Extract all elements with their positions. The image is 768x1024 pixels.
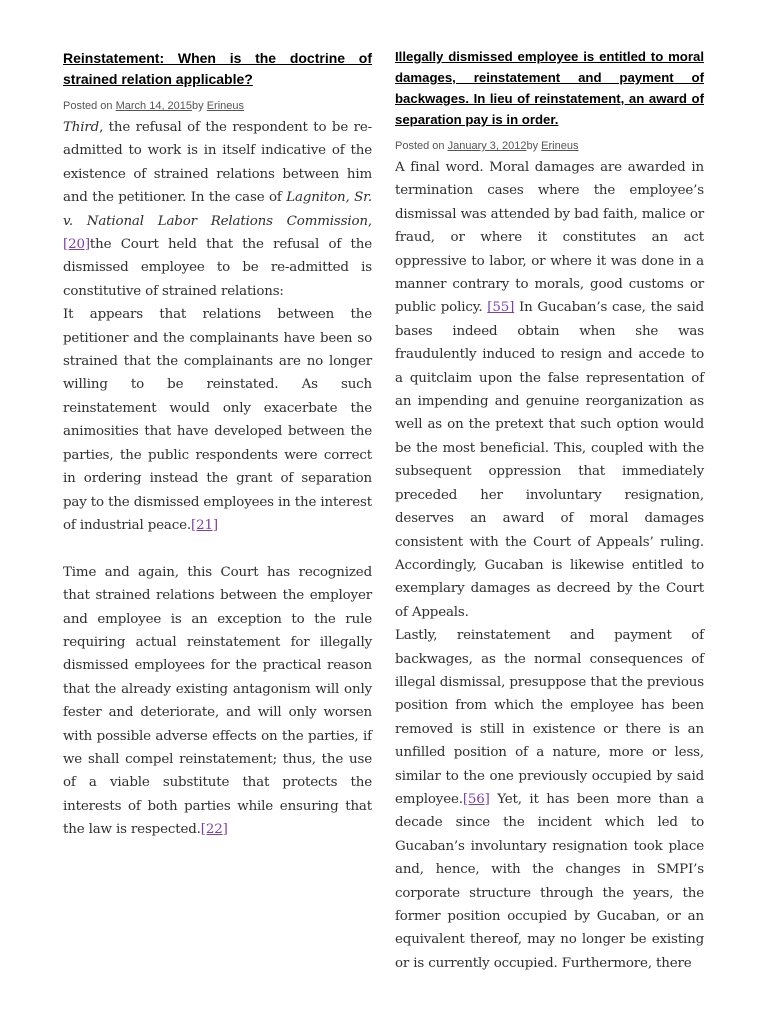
right-article bbox=[395, 46, 704, 975]
footnote-link-21[interactable]: [21] bbox=[191, 517, 218, 533]
right-author-link[interactable]: Erineus bbox=[541, 140, 579, 152]
right-article-body bbox=[395, 156, 704, 975]
left-paragraph-1: Third, the refusal of the respondent to be re-admitted to work is in itself indicative of the existence of strained relations between him and the petitioner. In the case of Lagniton, Sr. v. National Labor Relations Commission, [20]the Court held that the refusal of the dismissed employee to be re-admitted is constitutive of strained relations: bbox=[63, 120, 372, 299]
left-article bbox=[63, 46, 372, 842]
left-post-meta: Posted on March 14, 2015by Erineus bbox=[63, 100, 245, 112]
right-article-title[interactable]: Illegally dismissed employee is entitled to moral damages, reinstatement and payment of backwages. In lieu of reinstatement, an award of separation pay is in order. bbox=[395, 49, 704, 127]
left-paragraph-2: It appears that relations between the petitioner and the complainants have been so strained that the complainants are no longer willing to be reinstated. As such reinstatement would only exacerbate the animosities that have developed between the parties, the public respondents were correct in ordering instead the grant of separation pay to the dismissed employees in the interest of industrial peace.[21] bbox=[63, 307, 372, 533]
footnote-link-55[interactable]: [55] bbox=[487, 300, 515, 316]
footnote-link-56[interactable]: [56] bbox=[462, 791, 490, 807]
right-post-meta: Posted on January 3, 2012by Erineus bbox=[395, 140, 579, 152]
paragraph-gap bbox=[63, 537, 372, 560]
right-paragraph-1: A final word. Moral damages are awarded in termination cases where the employee’s dismissal was attended by bad faith, malice or fraud, or where it constitutes an act oppressive to labor, or where it was done in a manner contrary to morals, good customs or public policy. [55] In Gucaban’s case, the said bases indeed obtain when she was fraudulently induced to resign and accede to a quitclaim upon the false representation of an impending and genuine reorganization as well as on the pretext that such option would be the most beneficial. This, coupled with the subsequent oppression that immediately preceded her involuntary resignation, deserves an award of moral damages consistent with the Court of Appeals’ ruling. Accordingly, Gucaban is likewise entitled to exemplary damages as decreed by the Court of Appeals. bbox=[395, 160, 705, 620]
footnote-link-22[interactable]: [22] bbox=[200, 822, 228, 838]
left-author-link[interactable]: Erineus bbox=[206, 100, 245, 112]
left-paragraph-3: Time and again, this Court has recognized that strained relations between the employer and employee is an exception to the rule requiring actual reinstatement for illegally dismissed employees for the practical reason that the already existing antagonism will only fester and deteriorate, and will only worsen with possible adverse effects on the parties, if we shall compel reinstatement; thus, the use of a viable substitute that protects the interests of both parties while ensuring that the law is respected.[22] bbox=[63, 564, 372, 838]
footnote-link-20[interactable]: [20] bbox=[63, 237, 90, 253]
right-post-date-link[interactable]: January 3, 2012 bbox=[447, 140, 527, 152]
left-post-date-link[interactable]: March 14, 2015 bbox=[115, 100, 193, 112]
left-article-body bbox=[63, 116, 372, 842]
left-article-title[interactable]: Reinstatement: When is the doctrine of strained relation applicable? bbox=[63, 50, 372, 87]
right-paragraph-2: Lastly, reinstatement and payment of backwages, as the normal consequences of illegal dismissal, presuppose that the previous position from which the employee has been removed is still in existence or there is an unfilled position of a nature, more or less, similar to the one previously occupied by said employee.[56] Yet, it has been more than a decade since the incident which led to Gucaban’s involuntary resignation took place and, hence, with the changes in SMPI’s corporate structure through the years, the former position occupied by Gucaban, or an equivalent thereof, may no longer be existing or is currently occupied. Furthermore, there bbox=[395, 628, 704, 971]
